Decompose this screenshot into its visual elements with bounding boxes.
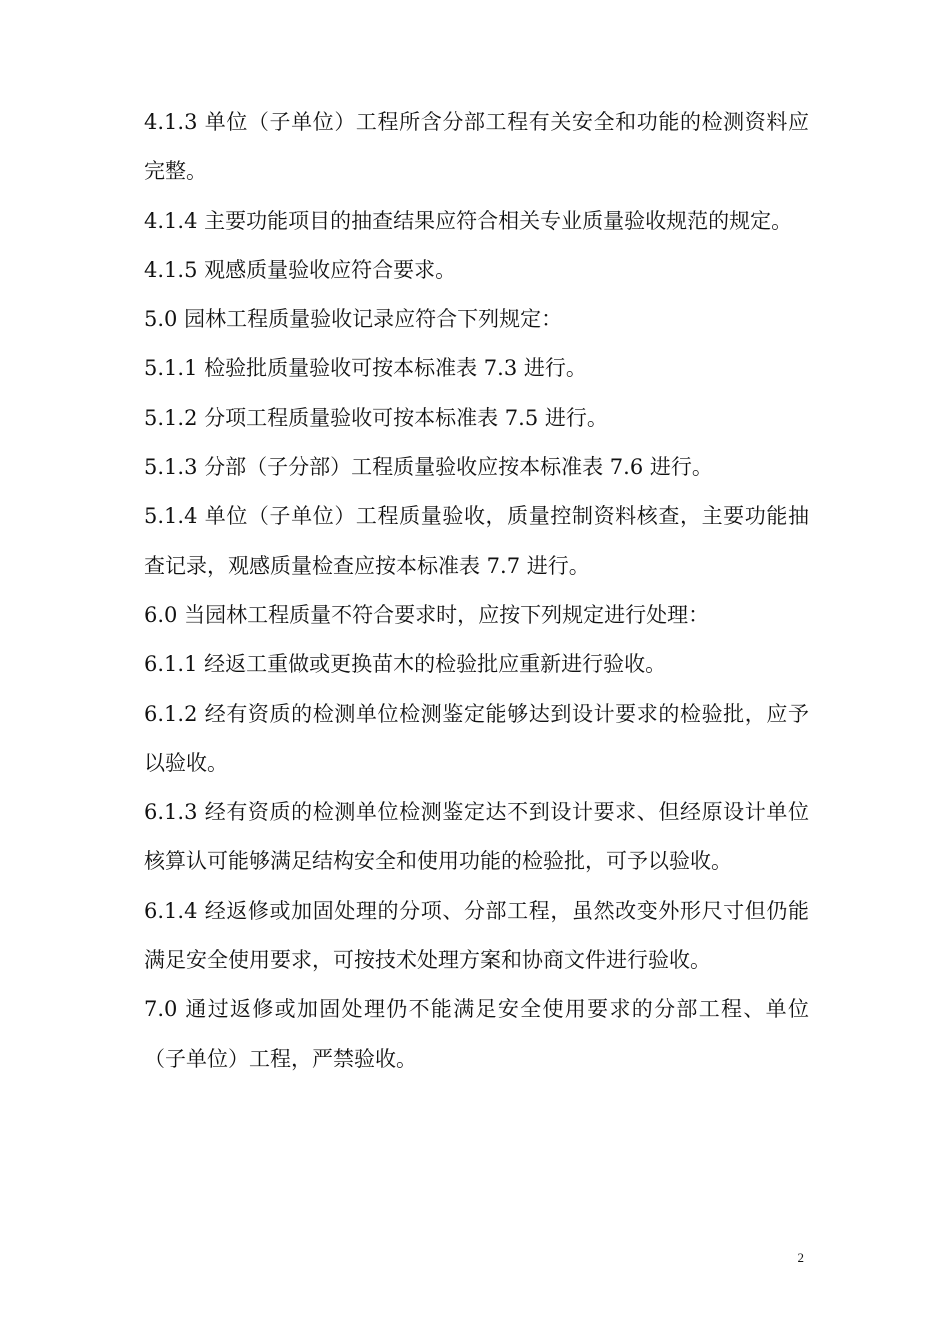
body-text	[144, 98, 809, 1084]
clause-4-1-3: 4.1.3 单位（子单位）工程所含分部工程有关安全和功能的检测资料应完整。	[144, 110, 809, 184]
clause-5-1-4: 5.1.4 单位（子单位）工程质量验收，质量控制资料核查，主要功能抽查记录，观感质量检查应按本标准表 7.7 进行。	[144, 504, 809, 578]
clause-5-1-2: 5.1.2 分项工程质量验收可按本标准表 7.5 进行。	[144, 405, 608, 430]
clause-5-0: 5.0 园林工程质量验收记录应符合下列规定：	[144, 307, 563, 332]
clause-5-1-3: 5.1.3 分部（子分部）工程质量验收应按本标准表 7.6 进行。	[144, 455, 713, 480]
clause-6-0: 6.0 当园林工程质量不符合要求时，应按下列规定进行处理：	[144, 602, 710, 627]
clause-6-1-2: 6.1.2 经有资质的检测单位检测鉴定能够达到设计要求的检验批，应予以验收。	[144, 701, 809, 775]
clause-6-1-1: 6.1.1 经返工重做或更换苗木的检验批应重新进行验收。	[144, 652, 667, 677]
clause-5-1-1: 5.1.1 检验批质量验收可按本标准表 7.3 进行。	[144, 356, 587, 381]
clause-4-1-4: 4.1.4 主要功能项目的抽查结果应符合相关专业质量验收规范的规定。	[144, 208, 793, 233]
clause-7-0: 7.0 通过返修或加固处理仍不能满足安全使用要求的分部工程、单位（子单位）工程，严禁验收。	[144, 997, 809, 1071]
page-number: 2	[797, 1250, 804, 1265]
clause-6-1-3: 6.1.3 经有资质的检测单位检测鉴定达不到设计要求、但经原设计单位核算认可能够满足结构安全和使用功能的检验批，可予以验收。	[144, 800, 809, 874]
clause-4-1-5: 4.1.5 观感质量验收应符合要求。	[144, 257, 457, 282]
clause-6-1-4: 6.1.4 经返修或加固处理的分项、分部工程，虽然改变外形尺寸但仍能满足安全使用要求，可按技术处理方案和协商文件进行验收。	[144, 898, 809, 973]
